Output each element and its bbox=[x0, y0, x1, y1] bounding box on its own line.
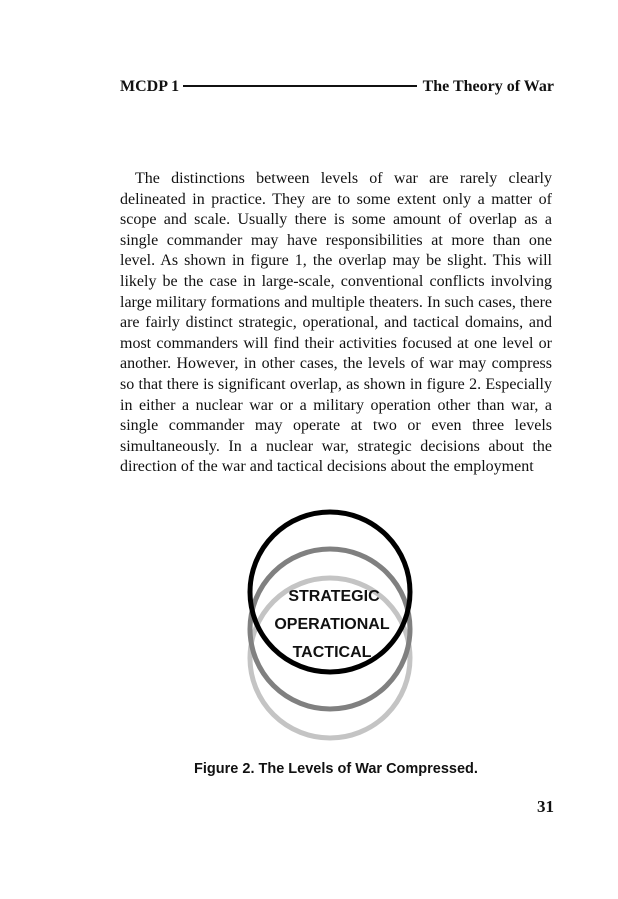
strategic-label: STRATEGIC bbox=[288, 588, 380, 605]
figure-caption: Figure 2. The Levels of War Compressed. bbox=[194, 761, 478, 777]
header-publication-id: MCDP 1 bbox=[120, 78, 180, 95]
header-rule bbox=[183, 85, 416, 87]
page-number: 31 bbox=[537, 797, 554, 816]
tactical-label: TACTICAL bbox=[292, 644, 372, 661]
body-paragraph: The distinctions between levels of war are rarely clearly delineated in practice. They are to some extent only a matter of scope and scale. Usually there is some amount of overlap as a single commander may have responsibilities at more than one level. As shown in figure 1, the overlap may be slight. This will likely be the case in large-scale, conventional conflicts involving large military formations and multiple theaters. In such cases, there are fairly distinct strategic, operational, and tactical domains, and most commanders will find their activities focused at one level or another. However, in other cases, the levels of war may compress so that there is significant overlap, as shown in figure 2. Especially in either a nuclear war or a military operation other than war, a single commander may operate at two or even three levels simultaneously. In a nuclear war, strategic decisions about the direction of the war and tactical decisions about the employment bbox=[120, 170, 552, 476]
operational-label: OPERATIONAL bbox=[274, 616, 390, 633]
levels-of-war-diagram bbox=[240, 500, 430, 750]
header-chapter-title: The Theory of War bbox=[422, 78, 554, 95]
running-header bbox=[120, 76, 554, 98]
